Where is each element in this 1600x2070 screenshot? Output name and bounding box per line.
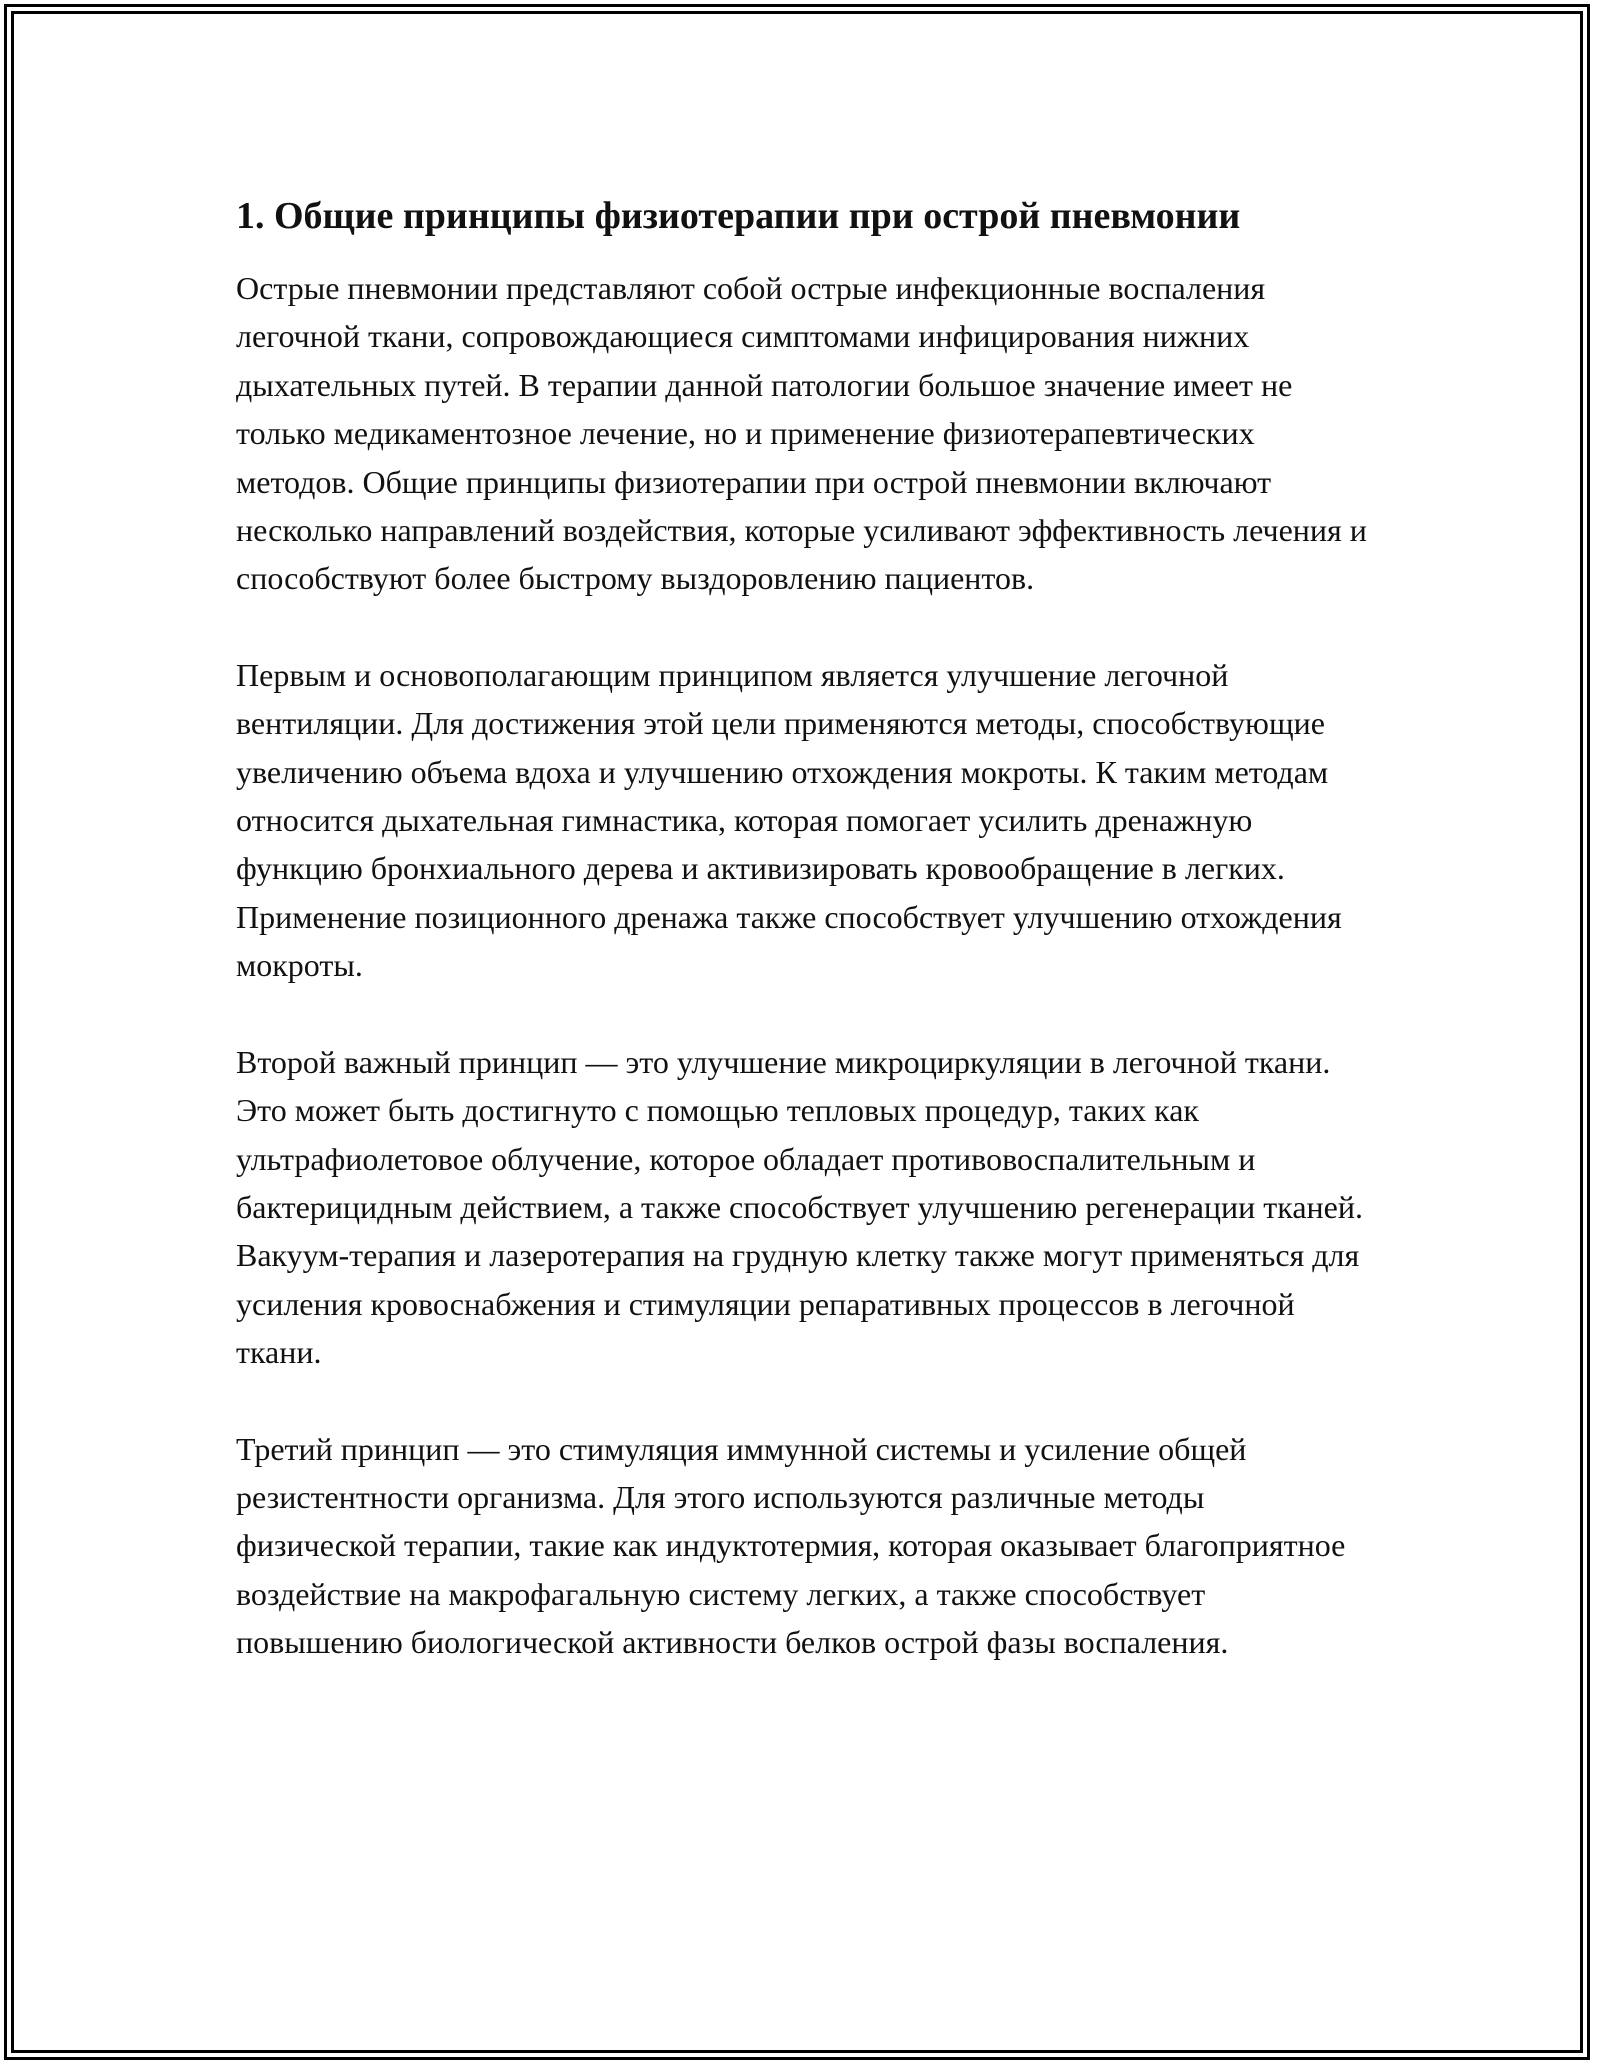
section-heading: 1. Общие принципы физиотерапии при острой пневмонии [236, 195, 1241, 237]
paragraph-1: Острые пневмонии представляют собой острые инфекционные воспаления легочной ткани, сопровождающиеся симптомами инфицирования нижних дыхательных путей. В терапии данной патологии большое значение имеет не только медикаментозное лечение, но и применение физиотерапевтических методов. Общие принципы физиотерапии при острой пневмонии включают несколько направлений воздействия, которые усиливают эффективность лечения и способствуют более быстрому выздоровлению пациентов. [236, 270, 1367, 597]
section-body [236, 264, 1372, 1667]
paragraph-4: Третий принцип — это стимуляция иммунной системы и усиление общей резистентности организма. Для этого используются различные методы физической терапии, такие как индуктотермия, которая оказывает благоприятное воздействие на макрофагальную систему легких, а также способствует повышению биологической активности белков острой фазы воспаления. [236, 1430, 1346, 1661]
paragraph-2: Первым и основополагающим принципом является улучшение легочной вентиляции. Для достижения этой цели применяются методы, способствующие увеличению объема вдоха и улучшению отхождения мокроты. К таким методам относится дыхательная гимнастика, которая помогает усилить дренажную функцию бронхиального дерева и активизировать кровообращение в легких. Применение позиционного дренажа также способствует улучшению отхождения мокроты. [236, 656, 1342, 984]
document-content [236, 192, 1372, 1667]
paragraph-3: Второй важный принцип — это улучшение микроциркуляции в легочной ткани. Это может быть достигнуто с помощью тепловых процедур, таких как ультрафиолетовое облучение, которое обладает противовоспалительным и бактерицидным действием, а также способствует улучшению регенерации тканей. Вакуум-терапия и лазеротерапия на грудную клетку также могут применяться для усиления кровоснабжения и стимуляции репаративных процессов в легочной ткани. [236, 1043, 1363, 1371]
